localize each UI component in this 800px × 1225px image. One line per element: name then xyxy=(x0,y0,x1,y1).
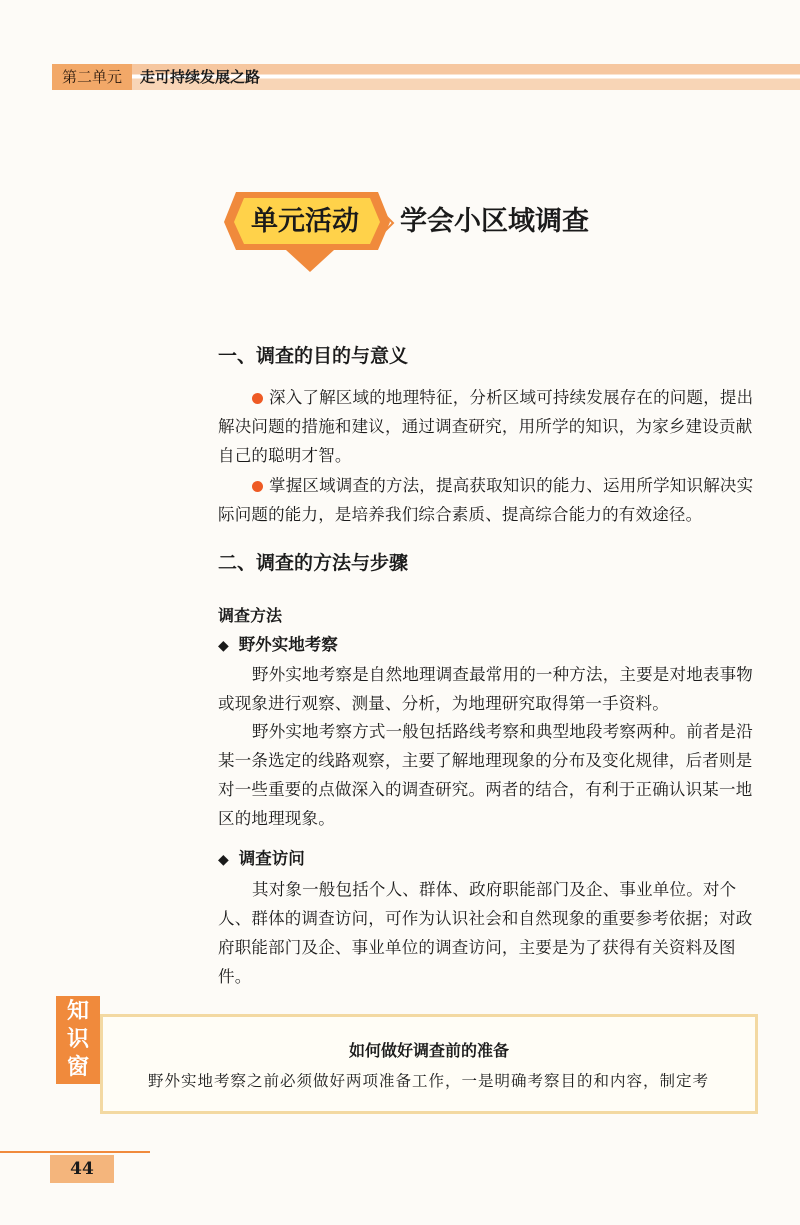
activity-title: 学会小区域调查 xyxy=(400,206,589,237)
knowledge-window-text: 野外实地考察之前必须做好两项准备工作，一是明确考察目的和内容，制定考 xyxy=(148,1072,710,1090)
bullet-dot-icon xyxy=(252,481,263,492)
knowledge-window-tab: 知 识 窗 xyxy=(56,996,100,1084)
method-title: ◆ 调查访问 xyxy=(218,847,305,872)
method-paragraph: 野外实地考察是自然地理调查最常用的一种方法，主要是对地表事物或现象进行观察、测量、分析，为地理研究取得第一手资料。 xyxy=(218,665,753,713)
method-paragraph: 野外实地考察方式一般包括路线考察和典型地段考察两种。前者是沿某一条选定的线路观察，主要了解地理现象的分布及变化规律，后者则是对一些重要的点做深入的调查研究。两者的结合，有利于正确认识某一地区的地理现象。 xyxy=(218,722,753,828)
method-paragraph: 其对象一般包括个人、群体、政府职能部门及企、事业单位。对个人、群体的调查访问，可作为认识社会和自然现象的重要参考依据；对政府职能部门及企、事业单位的调查访问，主要是为了获得有关资料及图件。 xyxy=(218,880,753,986)
section1-bullet-1: 深入了解区域的地理特征，分析区域可持续发展存在的问题，提出解决问题的措施和建议，通过调查研究，用所学的知识，为家乡建设贡献自己的聪明才智。 xyxy=(218,388,754,465)
chevron-right-icon xyxy=(382,212,396,234)
unit-title: 走可持续发展之路 xyxy=(140,68,261,86)
diamond-bullet-icon: ◆ xyxy=(218,852,229,868)
page-number: 44 xyxy=(50,1155,114,1183)
diamond-bullet-icon: ◆ xyxy=(218,638,229,654)
activity-label: 单元活动 xyxy=(251,206,359,237)
method-title: ◆ 野外实地考察 xyxy=(218,633,338,658)
page-number-rule xyxy=(0,1151,150,1153)
bullet-dot-icon xyxy=(252,393,263,404)
knowledge-window-box xyxy=(100,1014,758,1114)
section1-heading: 一、调查的目的与意义 xyxy=(218,345,409,367)
unit-label: 第二单元 xyxy=(52,64,132,90)
knowledge-window-heading: 如何做好调查前的准备 xyxy=(348,1041,509,1060)
section2-heading: 二、调查的方法与步骤 xyxy=(218,552,409,574)
section1-bullet-2: 掌握区域调查的方法，提高获取知识的能力、运用所学知识解决实际问题的能力，是培养我们综合素质、提高综合能力的有效途径。 xyxy=(218,476,754,524)
methods-subheading: 调查方法 xyxy=(218,606,283,625)
